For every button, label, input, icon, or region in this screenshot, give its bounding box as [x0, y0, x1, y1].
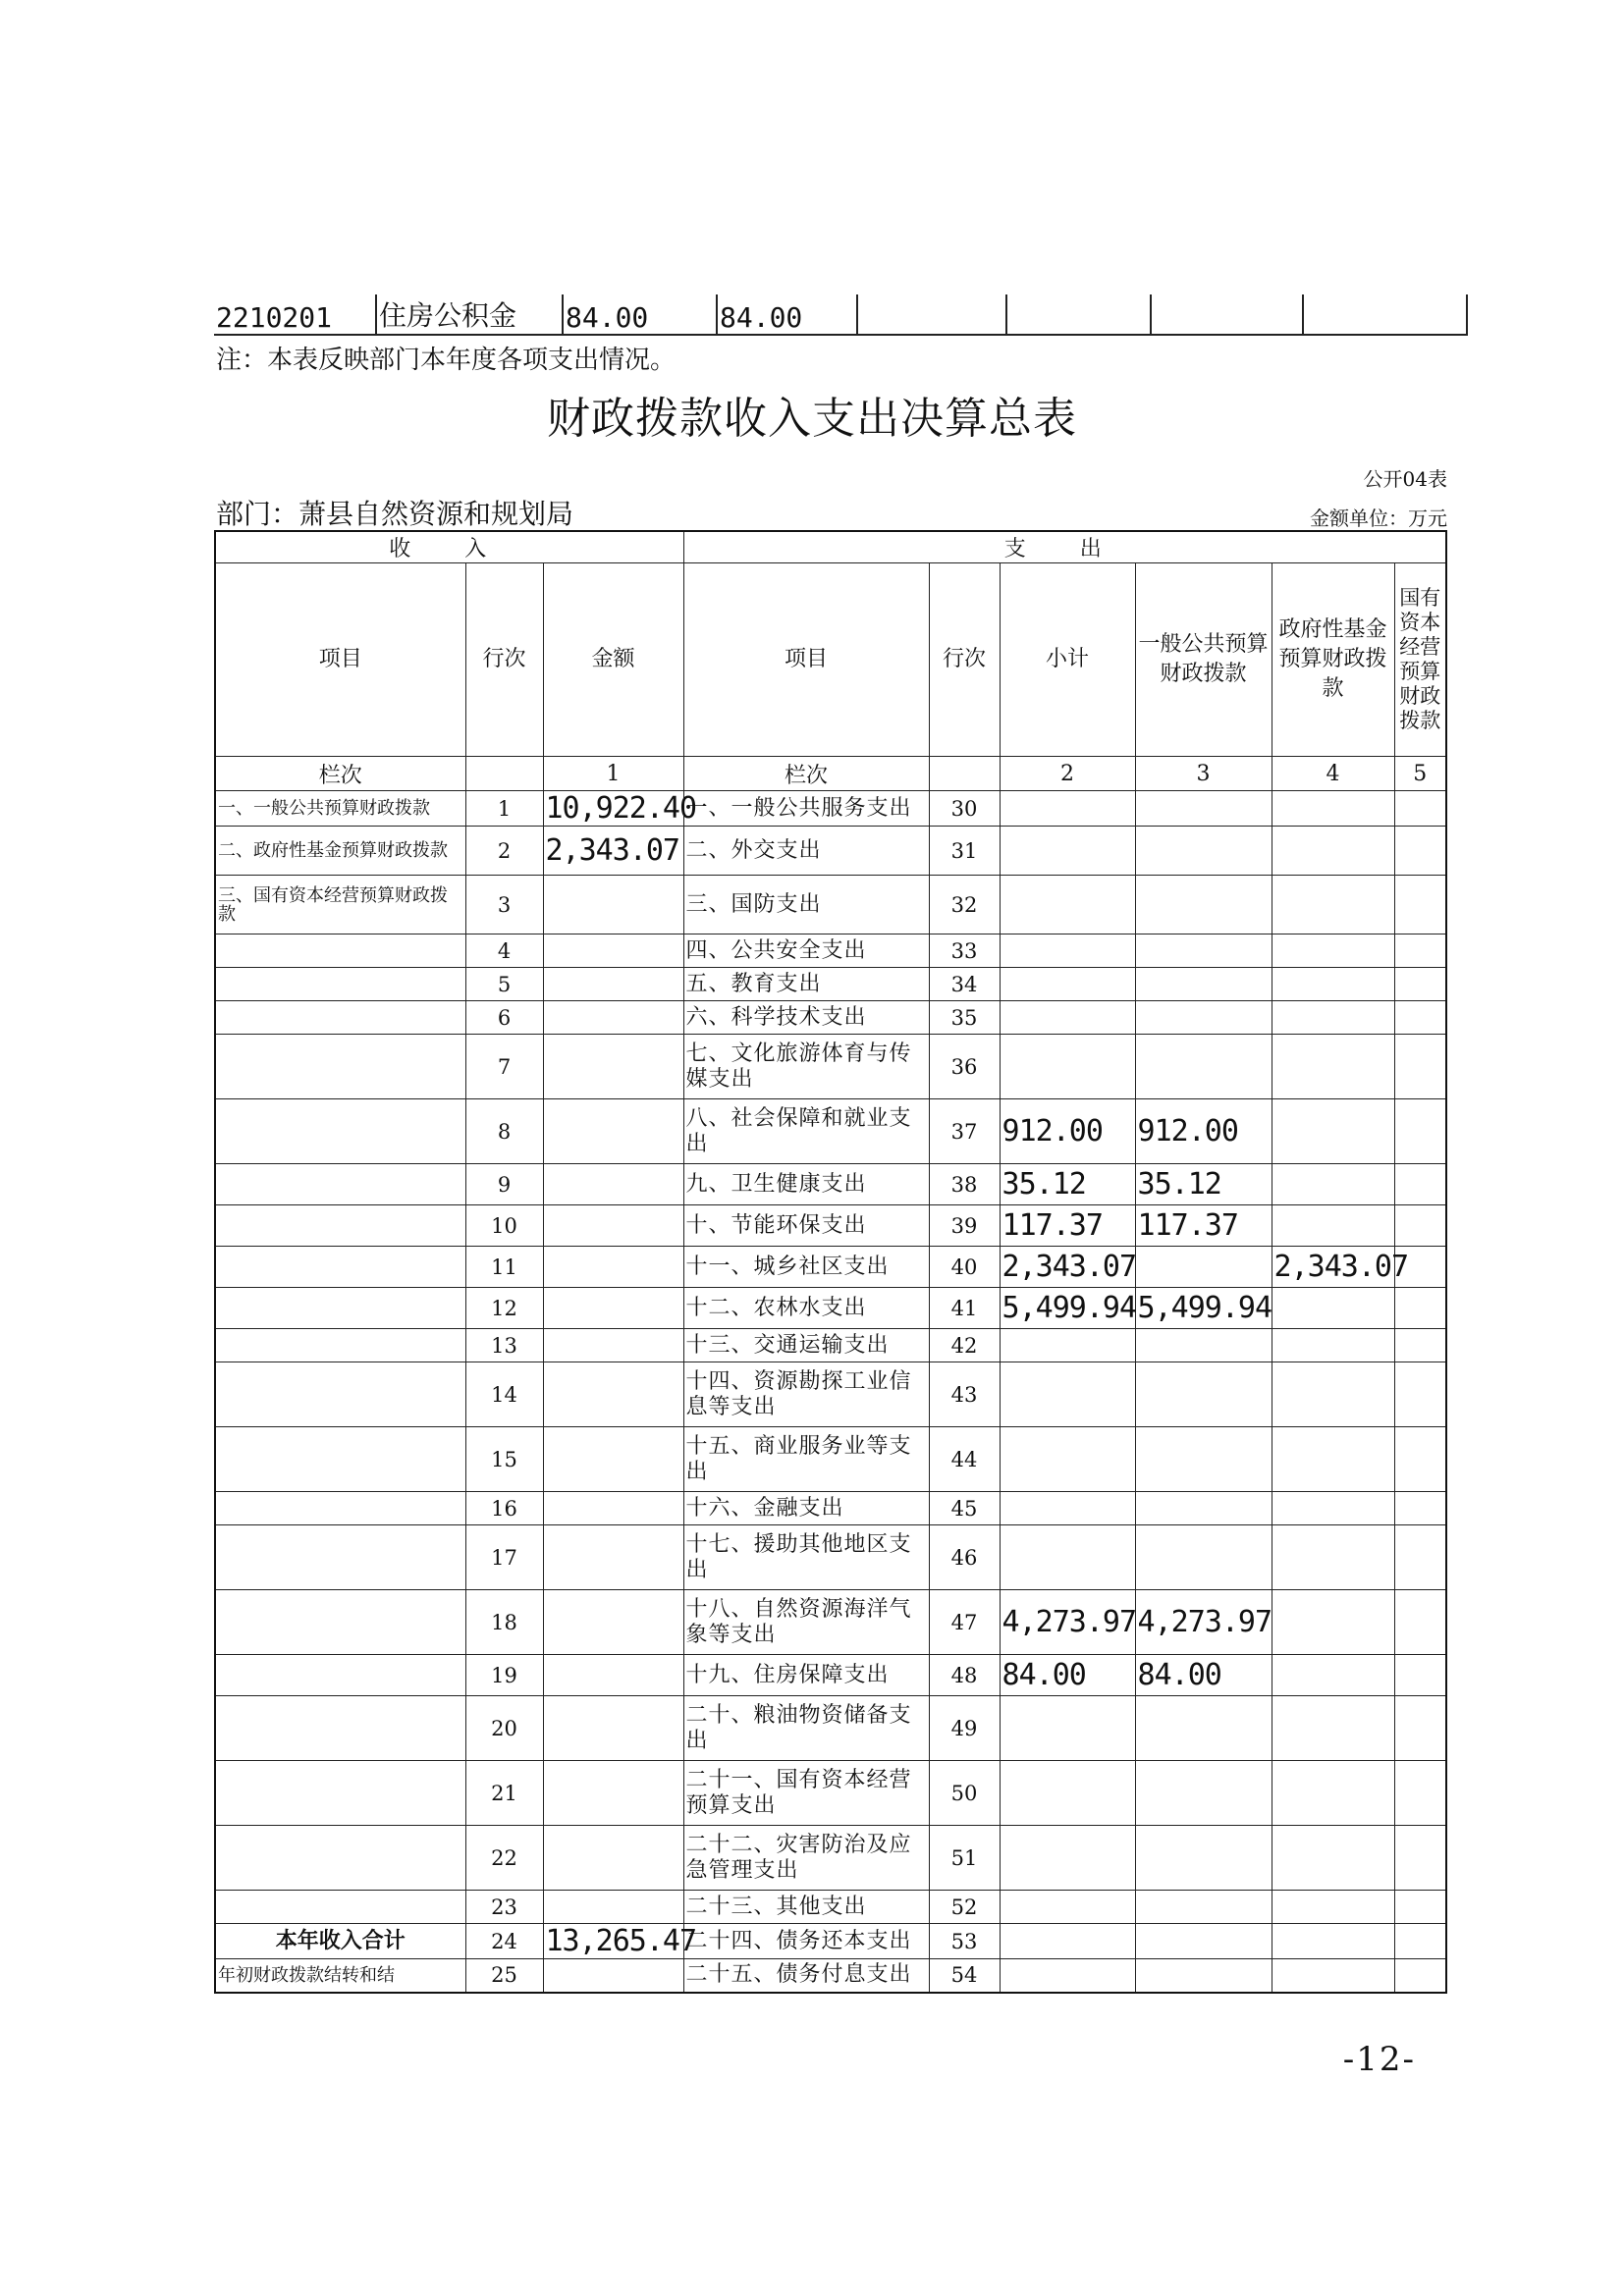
- income-amount: [543, 1655, 683, 1696]
- expense-item: 十二、农林水支出: [683, 1288, 929, 1329]
- subtotal-amount: [1000, 1924, 1135, 1959]
- income-item: [215, 1696, 465, 1761]
- expense-row-no: 34: [929, 968, 1000, 1001]
- empty-cell: [857, 294, 1006, 335]
- income-row-no: 12: [465, 1288, 543, 1329]
- state-capital-amount: [1394, 1288, 1446, 1329]
- gov-fund-amount: [1272, 1590, 1394, 1655]
- income-item: [215, 1288, 465, 1329]
- gov-fund-amount: [1272, 1761, 1394, 1826]
- income-amount: [543, 968, 683, 1001]
- column-number: 4: [1272, 757, 1394, 791]
- income-row-no: 21: [465, 1761, 543, 1826]
- income-item: [215, 1001, 465, 1035]
- income-amount: [543, 1761, 683, 1826]
- expense-item: 十八、自然资源海洋气象等支出: [683, 1590, 929, 1655]
- gov-fund-amount: 2,343.07: [1272, 1247, 1394, 1288]
- unit-label: 金额单位：万元: [1310, 507, 1447, 530]
- expense-item: 二十四、债务还本支出: [683, 1924, 929, 1959]
- gov-fund-amount: [1272, 1099, 1394, 1164]
- state-capital-amount: [1394, 968, 1446, 1001]
- state-capital-amount: [1394, 1164, 1446, 1205]
- state-capital-amount: [1394, 1362, 1446, 1427]
- table-row: [215, 1035, 1446, 1099]
- income-amount: [543, 1099, 683, 1164]
- expense-item: 四、公共安全支出: [683, 934, 929, 968]
- income-row-no: 6: [465, 1001, 543, 1035]
- expense-item: 十四、资源勘探工业信息等支出: [683, 1362, 929, 1427]
- income-amount: 10,922.40: [543, 791, 683, 827]
- income-amount: 13,265.47: [543, 1924, 683, 1959]
- subtotal-amount: 4,273.97: [1000, 1590, 1135, 1655]
- expense-row-no: 38: [929, 1164, 1000, 1205]
- expense-row-no: 37: [929, 1099, 1000, 1164]
- expense-item: 二十、粮油物资储备支出: [683, 1696, 929, 1761]
- table-row: [215, 827, 1446, 876]
- gov-fund-amount: [1272, 1959, 1394, 1993]
- general-budget-amount: [1135, 968, 1272, 1001]
- income-amount: [543, 1035, 683, 1099]
- gov-fund-amount: [1272, 1035, 1394, 1099]
- general-budget-amount: 4,273.97: [1135, 1590, 1272, 1655]
- gov-fund-amount: [1272, 827, 1394, 876]
- table-row: [215, 1205, 1446, 1247]
- column-label: 栏次: [683, 757, 929, 791]
- expense-row-no: 42: [929, 1329, 1000, 1362]
- state-capital-amount: [1394, 1655, 1446, 1696]
- income-row-no: 16: [465, 1492, 543, 1525]
- income-amount: [543, 1525, 683, 1590]
- state-capital-amount: [1394, 1696, 1446, 1761]
- expense-item: 十、节能环保支出: [683, 1205, 929, 1247]
- subtotal-amount: [1000, 1761, 1135, 1826]
- expense-item: 十一、城乡社区支出: [683, 1247, 929, 1288]
- income-row-no: 13: [465, 1329, 543, 1362]
- income-row-no: 11: [465, 1247, 543, 1288]
- gov-fund-amount: [1272, 1362, 1394, 1427]
- page-title: 财政拨款收入支出决算总表: [547, 394, 1077, 444]
- income-amount: [543, 1492, 683, 1525]
- state-capital-amount: [1394, 1205, 1446, 1247]
- expense-row-no: 54: [929, 1959, 1000, 1993]
- income-row-no: 24: [465, 1924, 543, 1959]
- table-row: [215, 1001, 1446, 1035]
- income-amount: [543, 1427, 683, 1492]
- general-budget-amount: 912.00: [1135, 1099, 1272, 1164]
- gov-fund-amount: [1272, 968, 1394, 1001]
- income-row-no: 8: [465, 1099, 543, 1164]
- income-amount: [543, 1826, 683, 1891]
- expense-row-no: 48: [929, 1655, 1000, 1696]
- previous-table-fragment: [214, 294, 1468, 336]
- income-item: [215, 1362, 465, 1427]
- table-note: 注：本表反映部门本年度各项支出情况。: [216, 346, 677, 375]
- income-row-no: 3: [465, 876, 543, 934]
- gov-fund-amount: [1272, 1001, 1394, 1035]
- empty-cell: [465, 757, 543, 791]
- subtotal-amount: [1000, 1329, 1135, 1362]
- general-budget-amount: 84.00: [1135, 1655, 1272, 1696]
- subtotal-header: 小计: [1000, 563, 1135, 757]
- table-row: [215, 1329, 1446, 1362]
- empty-cell: [1303, 294, 1467, 335]
- state-capital-amount: [1394, 1826, 1446, 1891]
- income-row-no: 15: [465, 1427, 543, 1492]
- income-item: 年初财政拨款结转和结: [215, 1959, 465, 1993]
- income-row-no: 5: [465, 968, 543, 1001]
- general-budget-amount: [1135, 827, 1272, 876]
- expense-row-no: 52: [929, 1891, 1000, 1924]
- income-amount: [543, 1362, 683, 1427]
- table-row: [215, 791, 1446, 827]
- subtotal-amount: 35.12: [1000, 1164, 1135, 1205]
- income-item: [215, 1205, 465, 1247]
- expense-row-no: 46: [929, 1525, 1000, 1590]
- subtotal-amount: [1000, 1001, 1135, 1035]
- table-body: [215, 791, 1446, 1993]
- income-row-no: 7: [465, 1035, 543, 1099]
- expense-item: 六、科学技术支出: [683, 1001, 929, 1035]
- gov-fund-amount: [1272, 1891, 1394, 1924]
- table-row: [215, 1362, 1446, 1427]
- subtotal-amount: [1000, 934, 1135, 968]
- table-row: [215, 1247, 1446, 1288]
- income-row-no: 18: [465, 1590, 543, 1655]
- income-row-no: 25: [465, 1959, 543, 1993]
- department-label: 部门：萧县自然资源和规划局: [216, 498, 574, 530]
- expense-row-no: 44: [929, 1427, 1000, 1492]
- empty-cell: [1006, 294, 1151, 335]
- income-item: [215, 1329, 465, 1362]
- general-budget-amount: 5,499.94: [1135, 1288, 1272, 1329]
- column-number-row: [215, 757, 1446, 791]
- expense-item: 二、外交支出: [683, 827, 929, 876]
- expense-item: 二十二、灾害防治及应急管理支出: [683, 1826, 929, 1891]
- income-item: [215, 1492, 465, 1525]
- income-item: 一、一般公共预算财政拨款: [215, 791, 465, 827]
- gov-fund-amount: [1272, 876, 1394, 934]
- expense-item: 十七、援助其他地区支出: [683, 1525, 929, 1590]
- expense-item: 三、国防支出: [683, 876, 929, 934]
- income-item: [215, 968, 465, 1001]
- table-row: [215, 876, 1446, 934]
- income-amount: [543, 1288, 683, 1329]
- amount-cell: 84.00: [563, 294, 717, 335]
- column-label: 栏次: [215, 757, 465, 791]
- subtotal-amount: [1000, 1035, 1135, 1099]
- state-capital-amount: [1394, 1959, 1446, 1993]
- table-row: [215, 1288, 1446, 1329]
- income-amount: [543, 934, 683, 968]
- subtotal-amount: [1000, 968, 1135, 1001]
- column-number: 1: [543, 757, 683, 791]
- income-item: [215, 1164, 465, 1205]
- table-row: [215, 1525, 1446, 1590]
- gov-fund-amount: [1272, 1427, 1394, 1492]
- income-amount: [543, 1247, 683, 1288]
- income-row-no-header: 行次: [465, 563, 543, 757]
- income-item: [215, 934, 465, 968]
- subtotal-amount: [1000, 1492, 1135, 1525]
- income-item: [215, 1525, 465, 1590]
- general-budget-amount: 35.12: [1135, 1164, 1272, 1205]
- state-capital-amount: [1394, 1427, 1446, 1492]
- table-row: [215, 1590, 1446, 1655]
- subtotal-amount: [1000, 1696, 1135, 1761]
- expense-row-no: 32: [929, 876, 1000, 934]
- general-budget-amount: [1135, 1924, 1272, 1959]
- income-item: 本年收入合计: [215, 1924, 465, 1959]
- income-row-no: 14: [465, 1362, 543, 1427]
- general-budget-header: 一般公共预算财政拨款: [1135, 563, 1272, 757]
- subtotal-amount: [1000, 827, 1135, 876]
- income-row-no: 4: [465, 934, 543, 968]
- income-row-no: 10: [465, 1205, 543, 1247]
- page-number: -12-: [1342, 2040, 1416, 2079]
- income-row-no: 2: [465, 827, 543, 876]
- expense-item: 十六、金融支出: [683, 1492, 929, 1525]
- income-row-no: 19: [465, 1655, 543, 1696]
- expense-header: 支 出: [683, 531, 1446, 563]
- expense-row-no: 43: [929, 1362, 1000, 1427]
- general-budget-amount: [1135, 1001, 1272, 1035]
- expense-row-no: 36: [929, 1035, 1000, 1099]
- income-amount: 2,343.07: [543, 827, 683, 876]
- expense-item: 二十五、债务付息支出: [683, 1959, 929, 1993]
- subtotal-amount: [1000, 876, 1135, 934]
- table-row: [215, 1099, 1446, 1164]
- table-row: [215, 1891, 1446, 1924]
- income-item: 三、国有资本经营预算财政拨款: [215, 876, 465, 934]
- income-row-no: 22: [465, 1826, 543, 1891]
- empty-cell: [929, 757, 1000, 791]
- general-budget-amount: [1135, 1427, 1272, 1492]
- income-item: [215, 1427, 465, 1492]
- general-budget-amount: [1135, 1247, 1272, 1288]
- gov-fund-amount: [1272, 1696, 1394, 1761]
- subject-code: 2210201: [214, 294, 376, 335]
- column-number: 3: [1135, 757, 1272, 791]
- income-item: 二、政府性基金预算财政拨款: [215, 827, 465, 876]
- general-budget-amount: [1135, 1492, 1272, 1525]
- income-amount: [543, 1329, 683, 1362]
- income-item: [215, 1826, 465, 1891]
- expense-row-no: 39: [929, 1205, 1000, 1247]
- subtotal-amount: 117.37: [1000, 1205, 1135, 1247]
- general-budget-amount: [1135, 791, 1272, 827]
- expense-row-no: 31: [929, 827, 1000, 876]
- table-row: [215, 1492, 1446, 1525]
- general-budget-amount: [1135, 1035, 1272, 1099]
- table-row: [215, 1164, 1446, 1205]
- state-capital-amount: [1394, 1761, 1446, 1826]
- general-budget-amount: [1135, 1329, 1272, 1362]
- form-code: 公开04表: [1363, 467, 1447, 491]
- expense-row-no: 53: [929, 1924, 1000, 1959]
- income-item: [215, 1655, 465, 1696]
- expense-row-no: 49: [929, 1696, 1000, 1761]
- income-item: [215, 1891, 465, 1924]
- state-capital-amount: [1394, 791, 1446, 827]
- expense-item: 九、卫生健康支出: [683, 1164, 929, 1205]
- general-budget-amount: [1135, 934, 1272, 968]
- general-budget-amount: [1135, 876, 1272, 934]
- general-budget-amount: [1135, 1696, 1272, 1761]
- table-row: [215, 1761, 1446, 1826]
- state-capital-amount: [1394, 1035, 1446, 1099]
- state-capital-amount: [1394, 1525, 1446, 1590]
- income-amount: [543, 1590, 683, 1655]
- income-row-no: 20: [465, 1696, 543, 1761]
- expense-item: 十三、交通运输支出: [683, 1329, 929, 1362]
- table-row: [214, 294, 1467, 335]
- state-capital-header: 国有资本经营预算财政拨款: [1394, 563, 1446, 757]
- expense-item: 二十一、国有资本经营预算支出: [683, 1761, 929, 1826]
- expense-row-no: 40: [929, 1247, 1000, 1288]
- header-row: [215, 531, 1446, 563]
- column-number: 2: [1000, 757, 1135, 791]
- subtotal-amount: 2,343.07: [1000, 1247, 1135, 1288]
- subtotal-amount: [1000, 1525, 1135, 1590]
- income-amount: [543, 1164, 683, 1205]
- gov-fund-amount: [1272, 1205, 1394, 1247]
- gov-fund-amount: [1272, 934, 1394, 968]
- expense-item: 十五、商业服务业等支出: [683, 1427, 929, 1492]
- general-budget-amount: [1135, 1959, 1272, 1993]
- expense-item: 五、教育支出: [683, 968, 929, 1001]
- table-row: [215, 1924, 1446, 1959]
- table-row: [215, 934, 1446, 968]
- expense-row-no: 30: [929, 791, 1000, 827]
- state-capital-amount: [1394, 1924, 1446, 1959]
- state-capital-amount: [1394, 1590, 1446, 1655]
- expense-item-header: 项目: [683, 563, 929, 757]
- income-item: [215, 1247, 465, 1288]
- gov-fund-amount: [1272, 1924, 1394, 1959]
- income-row-no: 9: [465, 1164, 543, 1205]
- general-budget-amount: 117.37: [1135, 1205, 1272, 1247]
- income-item: [215, 1099, 465, 1164]
- gov-fund-amount: [1272, 1288, 1394, 1329]
- general-budget-amount: [1135, 1525, 1272, 1590]
- table-row: [215, 968, 1446, 1001]
- expense-row-no: 51: [929, 1826, 1000, 1891]
- table-row: [215, 1427, 1446, 1492]
- expense-item: 七、文化旅游体育与传媒支出: [683, 1035, 929, 1099]
- general-budget-amount: [1135, 1761, 1272, 1826]
- table-row: [215, 1655, 1446, 1696]
- gov-fund-amount: [1272, 1826, 1394, 1891]
- income-row-no: 23: [465, 1891, 543, 1924]
- subtotal-amount: [1000, 1427, 1135, 1492]
- income-item-header: 项目: [215, 563, 465, 757]
- general-budget-amount: [1135, 1891, 1272, 1924]
- gov-fund-amount: [1272, 1492, 1394, 1525]
- expense-item: 二十三、其他支出: [683, 1891, 929, 1924]
- gov-fund-header: 政府性基金预算财政拨款: [1272, 563, 1394, 757]
- state-capital-amount: [1394, 1001, 1446, 1035]
- expense-row-no-header: 行次: [929, 563, 1000, 757]
- expense-row-no: 33: [929, 934, 1000, 968]
- state-capital-amount: [1394, 1492, 1446, 1525]
- subtotal-amount: 5,499.94: [1000, 1288, 1135, 1329]
- expense-row-no: 47: [929, 1590, 1000, 1655]
- state-capital-amount: [1394, 827, 1446, 876]
- income-amount: [543, 1891, 683, 1924]
- income-amount: [543, 1205, 683, 1247]
- fiscal-summary-table: [214, 530, 1447, 1994]
- subtotal-amount: [1000, 1959, 1135, 1993]
- income-amount-header: 金额: [543, 563, 683, 757]
- expense-item: 一、一般公共服务支出: [683, 791, 929, 827]
- income-row-no: 17: [465, 1525, 543, 1590]
- subject-name: 住房公积金: [376, 294, 563, 335]
- general-budget-amount: [1135, 1826, 1272, 1891]
- gov-fund-amount: [1272, 1329, 1394, 1362]
- column-number: 5: [1394, 757, 1446, 791]
- gov-fund-amount: [1272, 791, 1394, 827]
- table-row: [215, 1959, 1446, 1993]
- income-amount: [543, 1959, 683, 1993]
- expense-row-no: 35: [929, 1001, 1000, 1035]
- expense-row-no: 41: [929, 1288, 1000, 1329]
- income-item: [215, 1035, 465, 1099]
- income-row-no: 1: [465, 791, 543, 827]
- subtotal-amount: [1000, 791, 1135, 827]
- subtotal-amount: [1000, 1826, 1135, 1891]
- state-capital-amount: [1394, 1329, 1446, 1362]
- gov-fund-amount: [1272, 1655, 1394, 1696]
- state-capital-amount: [1394, 1891, 1446, 1924]
- table-row: [215, 1826, 1446, 1891]
- income-header: 收 入: [215, 531, 683, 563]
- state-capital-amount: [1394, 876, 1446, 934]
- income-amount: [543, 1001, 683, 1035]
- state-capital-amount: [1394, 1099, 1446, 1164]
- table-row: [215, 1696, 1446, 1761]
- general-budget-amount: [1135, 1362, 1272, 1427]
- subtotal-amount: [1000, 1362, 1135, 1427]
- income-item: [215, 1761, 465, 1826]
- amount-cell: 84.00: [717, 294, 857, 335]
- income-amount: [543, 876, 683, 934]
- subtotal-amount: [1000, 1891, 1135, 1924]
- expense-item: 八、社会保障和就业支出: [683, 1099, 929, 1164]
- gov-fund-amount: [1272, 1525, 1394, 1590]
- state-capital-amount: [1394, 934, 1446, 968]
- empty-cell: [1151, 294, 1303, 335]
- income-amount: [543, 1696, 683, 1761]
- subtotal-amount: 912.00: [1000, 1099, 1135, 1164]
- header-row: [215, 563, 1446, 757]
- income-item: [215, 1590, 465, 1655]
- subtotal-amount: 84.00: [1000, 1655, 1135, 1696]
- gov-fund-amount: [1272, 1164, 1394, 1205]
- expense-row-no: 45: [929, 1492, 1000, 1525]
- expense-item: 十九、住房保障支出: [683, 1655, 929, 1696]
- expense-row-no: 50: [929, 1761, 1000, 1826]
